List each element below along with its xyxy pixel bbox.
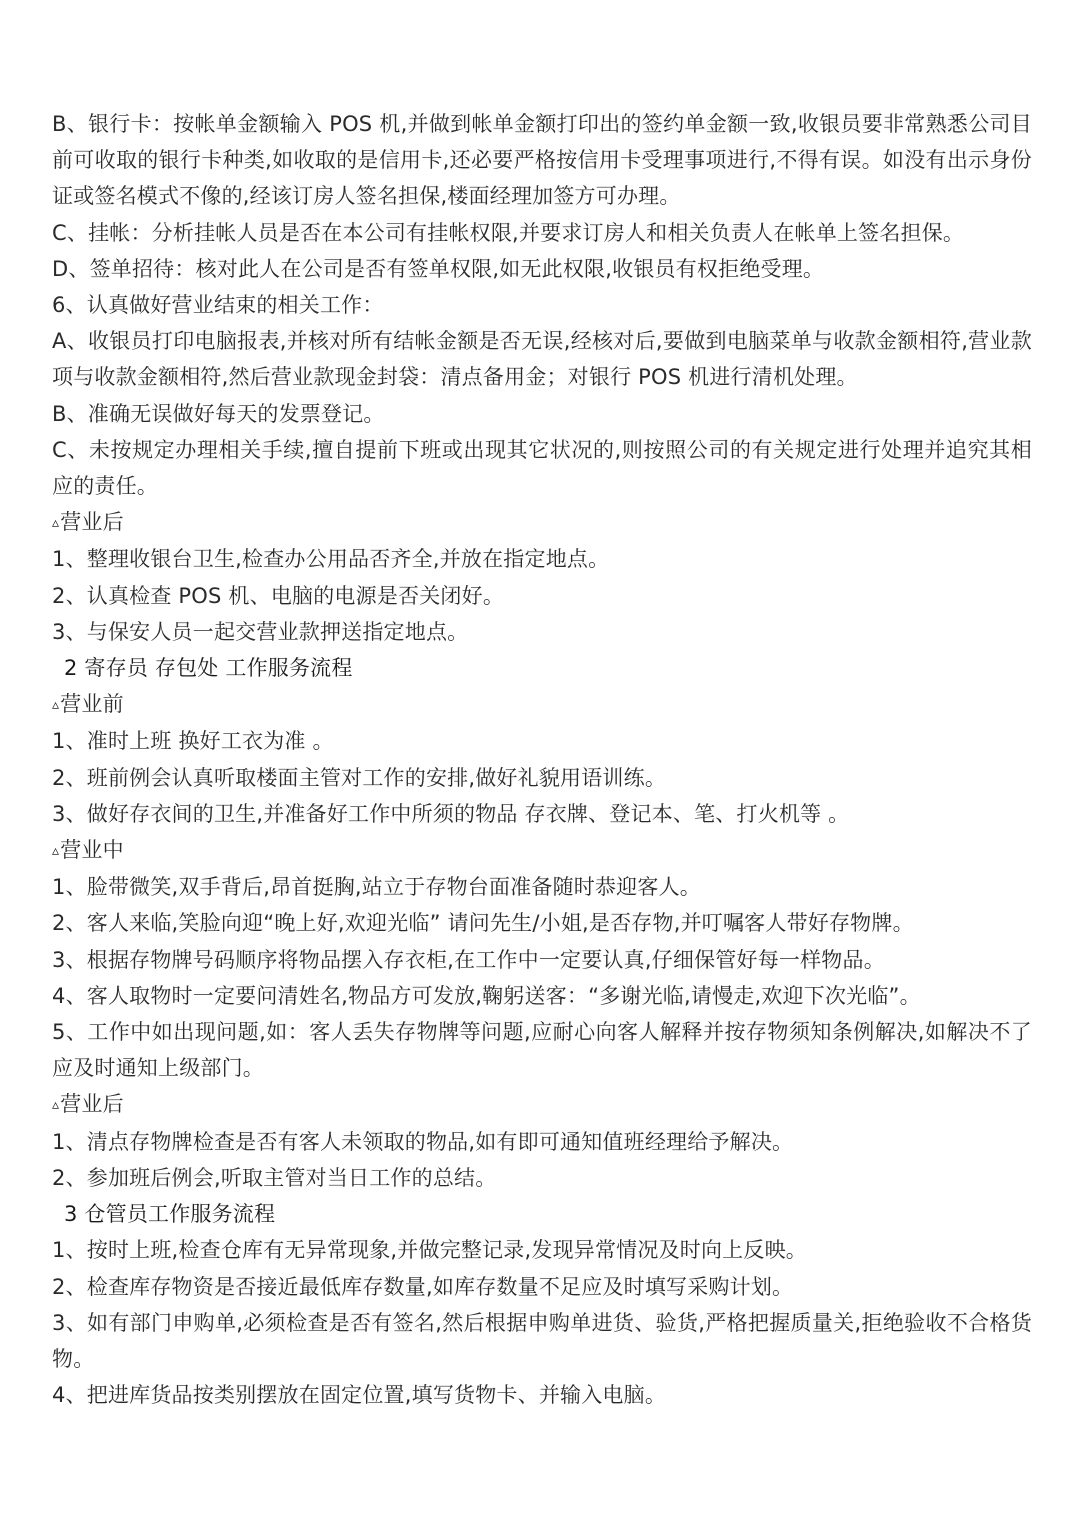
section-heading-warehouse: 3 仓管员工作服务流程 <box>64 1202 276 1227</box>
paragraph-on-time: 1、准时上班 换好工衣为准 。 <box>52 729 334 754</box>
paragraph-clean-counter: 1、整理收银台卫生,检查办公用品否齐全,并放在指定地点。 <box>52 547 610 572</box>
paragraph-responsibility: C、未按规定办理相关手续,擅自提前下班或出现其它状况的,则按照公司的有关规定进行处理并追究其相应的责任。 <box>52 437 1032 499</box>
section-marker-before-business <box>52 686 1032 723</box>
paragraph-check-stock: 2、检查库存物资是否接近最低库存数量,如库存数量不足应及时填写采购计划。 <box>52 1274 794 1299</box>
paragraph-bank-card: B、银行卡：按帐单金额输入 POS 机,并做到帐单金额打印出的签约单金额一致,收银员要非常熟悉公司目前可收取的银行卡种类,如收取的是信用卡,还必要严格按信用卡受理事项进行,不得有误。如没有出示身份证或签名模式不像的,经该订房人签名担保,楼面经理加签方可办理。 <box>52 112 1032 209</box>
paragraph-retrieve-items: 4、客人取物时一定要问清姓名,物品方可发放,鞠躬送客：“多谢光临,请慢走,欢迎下次光临”。 <box>52 983 921 1008</box>
paragraph-print-report: A、收银员打印电脑报表,并核对所有结帐金额是否无误,经核对后,要做到电脑菜单与收款金额相符,营业款项与收款金额相符,然后营业款现金封袋：清点备用金；对银行 POS 机进行清机处理。 <box>52 329 1032 390</box>
triangle-icon: ▵ <box>52 843 60 860</box>
section-marker-after-business-2 <box>52 1086 1032 1123</box>
section-marker-label: 营业后 <box>60 510 124 535</box>
paragraph-store-items: 3、根据存物牌号码顺序将物品摆入存衣柜,在工作中一定要认真,仔细保管好每一样物品。 <box>52 947 885 972</box>
paragraph-purchase-order: 3、如有部门申购单,必须检查是否有签名,然后根据申购单进货、验货,严格把握质量关,拒绝验收不合格货物。 <box>52 1310 1032 1371</box>
paragraph-invoice-register: B、准确无误做好每天的发票登记。 <box>52 401 385 426</box>
section-heading-cloakroom: 2 寄存员 存包处 工作服务流程 <box>64 656 353 681</box>
paragraph-smile: 1、脸带微笑,双手背后,昂首挺胸,站立于存物台面准备随时恭迎客人。 <box>52 875 701 900</box>
paragraph-inspect-warehouse: 1、按时上班,检查仓库有无异常现象,并做完整记录,发现异常情况及时向上反映。 <box>52 1238 807 1263</box>
paragraph-handle-problems: 5、工作中如出现问题,如：客人丢失存物牌等问题,应耐心向客人解释并按存物须知条例解决,如解决不了应及时通知上级部门。 <box>52 1020 1032 1081</box>
section-marker-label: 营业中 <box>60 838 124 863</box>
section-marker-label: 营业前 <box>60 692 124 717</box>
paragraph-greet-guest: 2、客人来临,笑脸向迎“晚上好,欢迎光临” 请问先生/小姐,是否存物,并叮嘱客人带好存物牌。 <box>52 911 914 936</box>
paragraph-sign-bill: D、签单招待：核对此人在公司是否有签单权限,如无此权限,收银员有权拒绝受理。 <box>52 256 825 281</box>
document-page <box>52 106 1032 1413</box>
triangle-icon: ▵ <box>52 515 60 532</box>
paragraph-check-power: 2、认真检查 POS 机、电脑的电源是否关闭好。 <box>52 583 505 608</box>
paragraph-credit-account: C、挂帐：分析挂帐人员是否在本公司有挂帐权限,并要求订房人和相关负责人在帐单上签名担保。 <box>52 220 965 245</box>
paragraph-escort-cash: 3、与保安人员一起交营业款押送指定地点。 <box>52 619 469 644</box>
paragraph-prepare-items: 3、做好存衣间的卫生,并准备好工作中所须的物品 存衣牌、登记本、笔、打火机等 。 <box>52 801 850 826</box>
paragraph-shelve-goods: 4、把进库货品按类别摆放在固定位置,填写货物卡、并输入电脑。 <box>52 1383 667 1408</box>
paragraph-after-meeting: 2、参加班后例会,听取主管对当日工作的总结。 <box>52 1165 497 1190</box>
paragraph-briefing: 2、班前例会认真听取楼面主管对工作的安排,做好礼貌用语训练。 <box>52 765 667 790</box>
section-marker-label: 营业后 <box>60 1092 124 1117</box>
paragraph-closing-work: 6、认真做好营业结束的相关工作： <box>52 293 384 318</box>
paragraph-check-tags: 1、清点存物牌检查是否有客人未领取的物品,如有即可通知值班经理给予解决。 <box>52 1129 794 1154</box>
triangle-icon: ▵ <box>52 1097 60 1114</box>
triangle-icon: ▵ <box>52 697 60 714</box>
section-marker-during-business <box>52 832 1032 869</box>
section-marker-after-business <box>52 504 1032 541</box>
